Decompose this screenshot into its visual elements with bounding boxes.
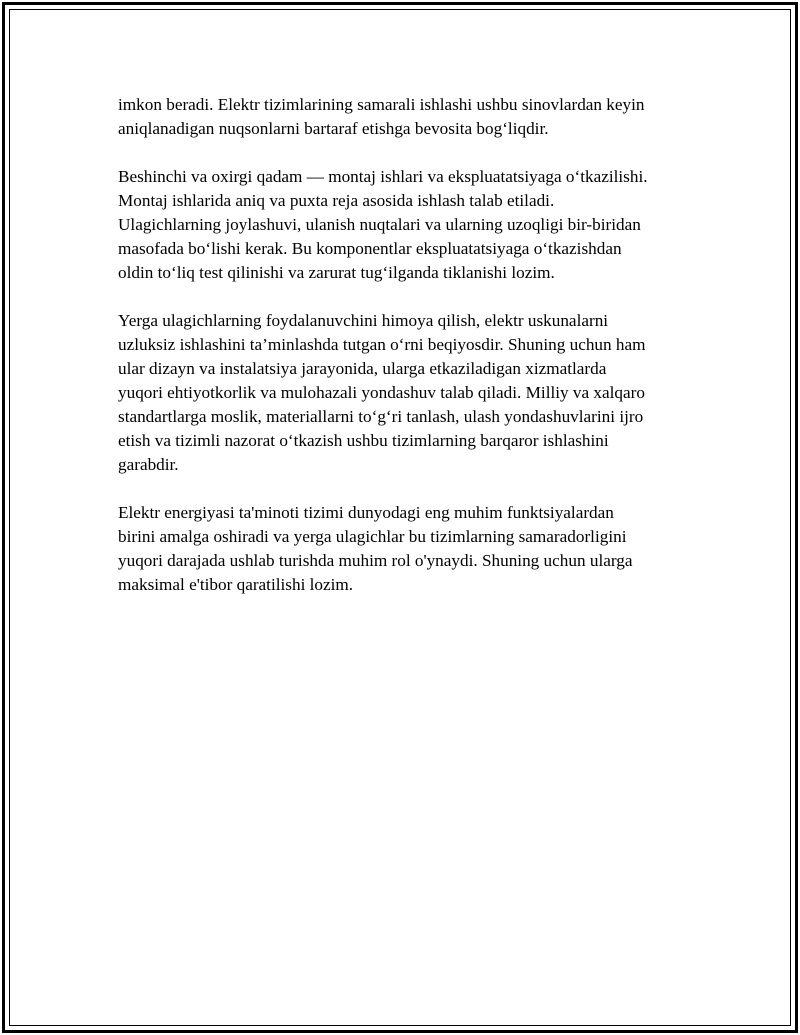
text-line: uzluksiz ishlashini ta’minlashda tutgan o‘rni beqiyosdir. Shuning uchun ham — [118, 335, 646, 354]
text-line: Yerga ulagichlarning foydalanuvchini himoya qilish, elektr uskunalarni — [118, 311, 609, 330]
text-line: Beshinchi va oxirgi qadam — montaj ishlari va ekspluatatsiyaga o‘tkazilishi. — [118, 167, 648, 186]
text-line: aniqlanadigan nuqsonlarni bartaraf etishga bevosita bog‘liqdir. — [118, 119, 549, 138]
text-line: Ulagichlarning joylashuvi, ulanish nuqtalari va ularning uzoqligi bir-biridan — [118, 215, 641, 234]
text-line: masofada bo‘lishi kerak. Bu komponentlar ekspluatatsiyaga o‘tkazishdan — [118, 239, 622, 258]
text-line: Montaj ishlarida aniq va puxta reja asosida ishlash talab etiladi. — [118, 191, 555, 210]
document-body — [118, 93, 698, 621]
text-line: yuqori ehtiyotkorlik va mulohazali yondashuv talab qiladi. Milliy va xalqaro — [118, 383, 645, 402]
text-line: imkon beradi. Elektr tizimlarining samarali ishlashi ushbu sinovlardan keyin — [118, 95, 645, 114]
text-line: birini amalga oshiradi va yerga ulagichlar bu tizimlarning samaradorligini — [118, 527, 627, 546]
text-line: yuqori darajada ushlab turishda muhim rol o'ynaydi. Shuning uchun ularga — [118, 551, 633, 570]
paragraph-2 — [118, 165, 698, 285]
text-line: ular dizayn va instalatsiya jarayonida, ularga etkaziladigan xizmatlarda — [118, 359, 607, 378]
text-line: Elektr energiyasi ta'minoti tizimi dunyodagi eng muhim funktsiyalardan — [118, 503, 614, 522]
text-line: etish va tizimli nazorat o‘tkazish ushbu tizimlarning barqaror ishlashini — [118, 431, 609, 450]
text-line: oldin to‘liq test qilinishi va zarurat tug‘ilganda tiklanishi lozim. — [118, 263, 555, 282]
paragraph-3 — [118, 309, 698, 477]
text-line: garabdir. — [118, 455, 179, 474]
paragraph-1 — [118, 93, 698, 141]
paragraph-4 — [118, 501, 698, 597]
text-line: standartlarga moslik, materiallarni to‘g‘ri tanlash, ulash yondashuvlarini ijro — [118, 407, 644, 426]
text-line: maksimal e'tibor qaratilishi lozim. — [118, 575, 354, 594]
